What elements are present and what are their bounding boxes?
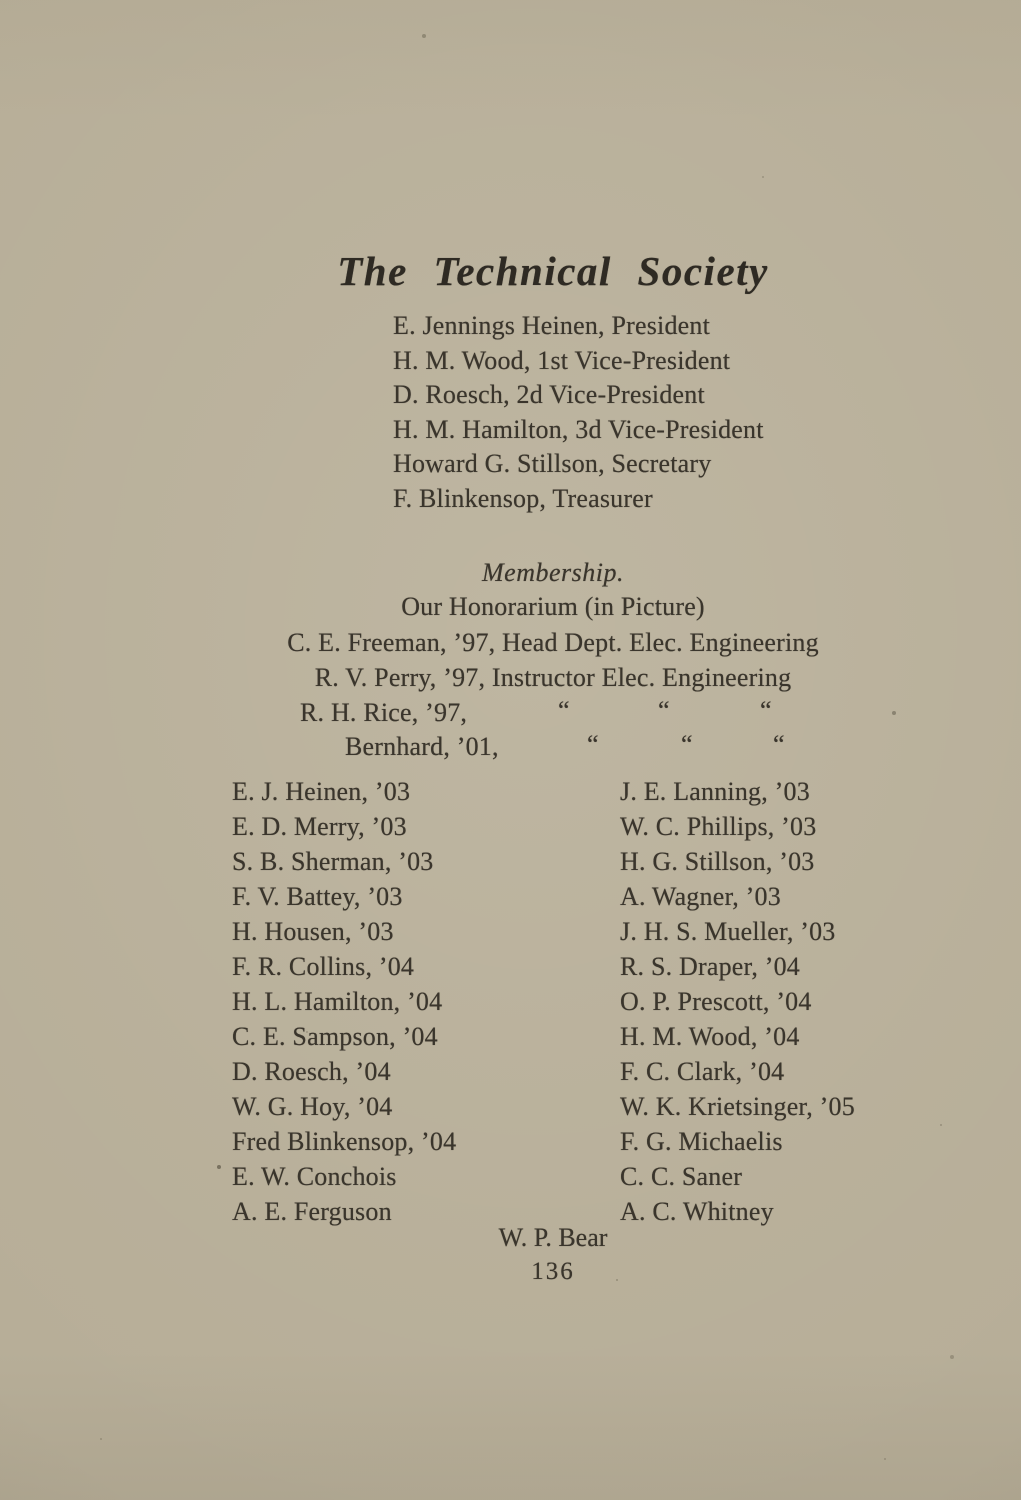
member-name: H. G. Stillson, ’03	[620, 847, 815, 876]
member-name: F. V. Battey, ’03	[232, 882, 403, 911]
member-name: Fred Blinkensop, ’04	[232, 1127, 457, 1156]
officer-list	[393, 309, 764, 517]
member-name: S. B. Sherman, ’03	[232, 847, 434, 876]
ditto-mark: “	[558, 696, 570, 725]
member-name: E. W. Conchois	[232, 1162, 397, 1191]
member-name: W. K. Krietsinger, ’05	[620, 1092, 855, 1121]
honorarium-line: R. V. Perry, ’97, Instructor Elec. Engineering	[314, 663, 792, 692]
officer-line: E. Jennings Heinen, President	[393, 311, 711, 340]
member-name: W. G. Hoy, ’04	[232, 1092, 393, 1121]
ditto-mark: “	[773, 730, 785, 759]
member-name: F. R. Collins, ’04	[232, 952, 415, 981]
officer-line: H. M. Wood, 1st Vice-President	[393, 345, 731, 375]
ditto-mark: “	[587, 730, 599, 759]
member-name: E. D. Merry, ’03	[232, 812, 407, 841]
membership-heading: Membership.	[482, 558, 624, 587]
member-name: A. C. Whitney	[620, 1197, 774, 1226]
paper-specks	[0, 0, 2, 2]
member-name: J. H. S. Mueller, ’03	[620, 917, 836, 946]
officer-line: H. M. Hamilton, 3d Vice-President	[393, 414, 764, 444]
honorarium-ditto-row	[345, 730, 785, 762]
member-name: F. C. Clark, ’04	[620, 1057, 785, 1086]
member-name: J. E. Lanning, ’03	[620, 777, 810, 806]
member-name: W. C. Phillips, ’03	[620, 812, 817, 841]
member-name: Bernhard, ’01,	[345, 732, 499, 761]
member-name: R. S. Draper, ’04	[620, 952, 800, 981]
member-name: F. G. Michaelis	[620, 1127, 783, 1156]
member-name: R. H. Rice, ’97,	[300, 698, 468, 727]
member-name: E. J. Heinen, ’03	[232, 777, 411, 806]
member-name: D. Roesch, ’04	[232, 1057, 391, 1086]
officer-line: Howard G. Stillson, Secretary	[393, 449, 712, 479]
page-title: The Technical Society	[337, 248, 769, 294]
member-name: C. C. Saner	[620, 1162, 743, 1191]
member-name: H. Housen, ’03	[232, 917, 394, 946]
member-name: C. E. Sampson, ’04	[232, 1022, 438, 1051]
ditto-mark: “	[681, 730, 693, 759]
member-name: H. M. Wood, ’04	[620, 1022, 800, 1051]
member-column-right	[620, 774, 855, 1229]
member-column-left	[232, 774, 456, 1229]
ditto-mark: “	[760, 696, 772, 725]
member-name: H. L. Hamilton, ’04	[232, 987, 443, 1016]
honorarium-line: C. E. Freeman, ’97, Head Dept. Elec. Engineering	[287, 628, 819, 657]
honorarium-ditto-row	[300, 696, 772, 728]
officer-line: F. Blinkensop, Treasurer	[393, 483, 653, 513]
member-name: A. Wagner, ’03	[620, 882, 781, 911]
ditto-mark: “	[658, 696, 670, 725]
member-name: W. P. Bear	[498, 1223, 608, 1252]
member-name: A. E. Ferguson	[232, 1197, 392, 1226]
page-number: 136	[531, 1258, 575, 1285]
honorarium-subheading: Our Honorarium (in Picture)	[401, 592, 705, 621]
officer-line: D. Roesch, 2d Vice-President	[393, 380, 705, 410]
member-name: O. P. Prescott, ’04	[620, 987, 812, 1016]
